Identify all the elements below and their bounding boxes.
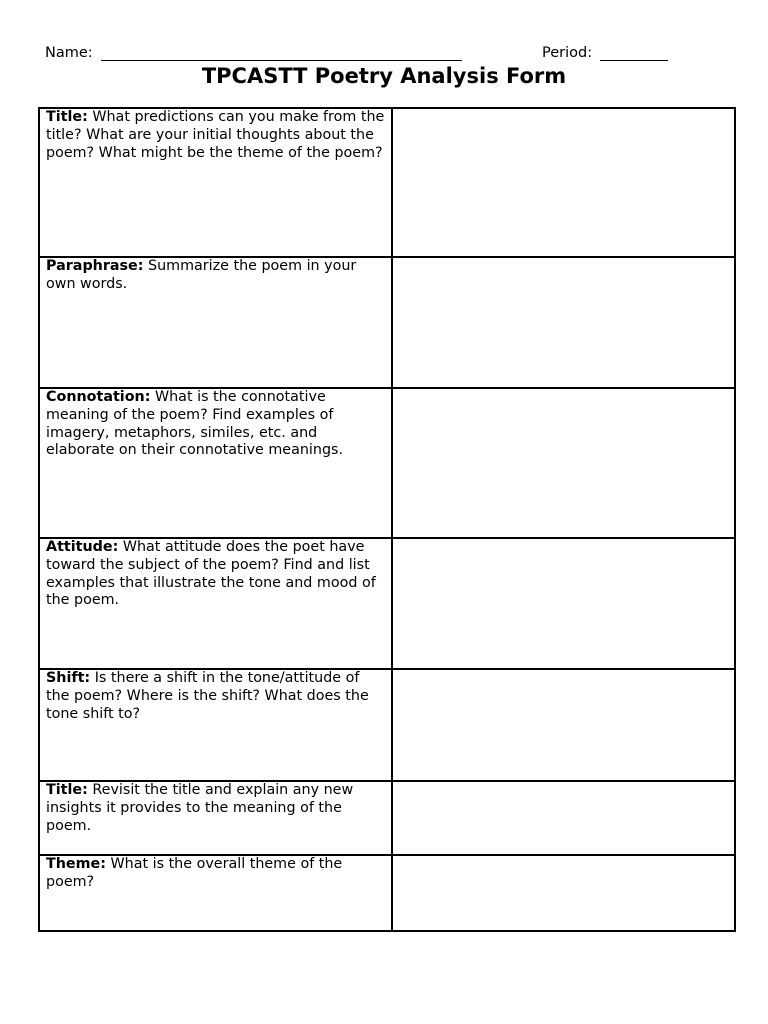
prompt-text: What is the connotative meaning of the poem? Find examples of imagery, metaphors, similes, etc. and elaborate on their connotative meanings. (46, 389, 344, 459)
prompt-cell-title (39, 108, 392, 257)
table-row (39, 257, 735, 388)
prompt-label: Title: (46, 782, 88, 798)
period-blank-line[interactable] (600, 60, 668, 61)
page-title: TPCASTT Poetry Analysis Form (201, 64, 567, 88)
name-label: Name: (45, 45, 93, 61)
name-blank-line[interactable] (101, 60, 462, 61)
period-label: Period: (542, 45, 593, 61)
prompt-cell-connotation (39, 388, 392, 538)
prompt-text: Is there a shift in the tone/attitude of the poem? Where is the shift? What does the tone shift to? (46, 670, 369, 722)
prompt-text: Summarize the poem in your own words. (46, 258, 357, 292)
prompt-label: Attitude: (46, 539, 119, 555)
prompt-text: Revisit the title and explain any new insights it provides to the meaning of the poem. (46, 782, 354, 834)
prompt-label: Connotation: (46, 389, 151, 405)
table-row (39, 388, 735, 538)
prompt-label: Title: (46, 109, 88, 125)
table-row (39, 108, 735, 257)
prompt-label: Theme: (46, 856, 106, 872)
prompt-text: What predictions can you make from the title? What are your initial thoughts about the poem? What might be the theme of the poem? (46, 109, 385, 161)
prompt-label: Paraphrase: (46, 258, 144, 274)
prompt-text: What is the overall theme of the poem? (46, 856, 343, 890)
answer-cell-shift[interactable] (392, 669, 735, 781)
answer-cell-theme[interactable] (392, 855, 735, 931)
prompt-cell-title-revisit (39, 781, 392, 855)
answer-cell-title[interactable] (392, 108, 735, 257)
analysis-form-table (38, 107, 736, 932)
prompt-cell-shift (39, 669, 392, 781)
answer-cell-connotation[interactable] (392, 388, 735, 538)
answer-cell-paraphrase[interactable] (392, 257, 735, 388)
prompt-text: What attitude does the poet have toward the subject of the poem? Find and list examples that illustrate the tone and mood of the poem. (46, 539, 376, 609)
prompt-cell-attitude (39, 538, 392, 669)
prompt-cell-paraphrase (39, 257, 392, 388)
table-row (39, 669, 735, 781)
answer-cell-title-revisit[interactable] (392, 781, 735, 855)
prompt-label: Shift: (46, 670, 91, 686)
answer-cell-attitude[interactable] (392, 538, 735, 669)
prompt-cell-theme (39, 855, 392, 931)
table-row (39, 855, 735, 931)
table-row (39, 781, 735, 855)
table-row (39, 538, 735, 669)
